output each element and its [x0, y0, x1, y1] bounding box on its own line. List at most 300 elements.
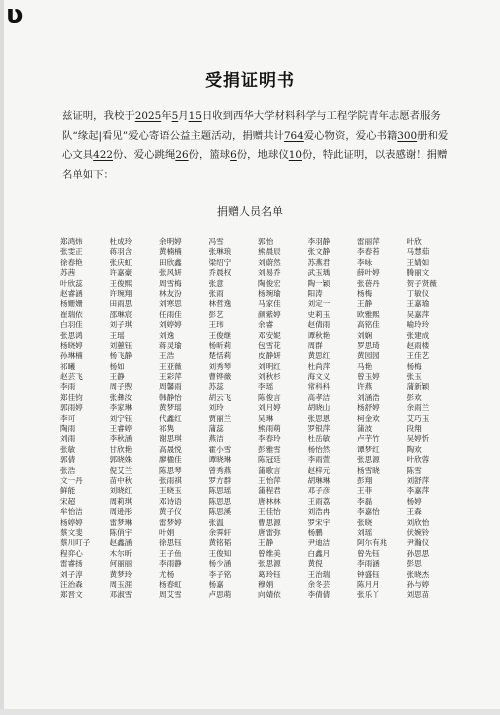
- donor-name: 崔瑞依: [60, 309, 83, 319]
- donor-name: 白羽佳: [60, 320, 83, 330]
- donor-name: 王嘉瑜: [406, 299, 430, 309]
- donor-name: 刘明红: [258, 361, 281, 371]
- donor-name: 叶娟: [159, 527, 175, 537]
- donor-name: 黄梦玲: [109, 569, 133, 579]
- donor-name: 王玮: [208, 320, 224, 330]
- donor-name: 张晓杰: [406, 569, 430, 579]
- donor-name: 杨昕莉: [208, 340, 232, 350]
- donor-name: 武玉瑀: [307, 268, 331, 278]
- donor-name: 楚恬莉: [208, 351, 232, 361]
- donor-name: 汪治森: [60, 579, 83, 589]
- donor-name: 刘舒萍: [406, 475, 430, 485]
- donor-name: 孙与婷: [406, 579, 430, 589]
- donor-name: 王婧如: [406, 257, 430, 267]
- donor-name: 李羽静: [307, 237, 331, 246]
- donor-name: 刘秀琴: [208, 361, 232, 371]
- donor-name: 李咏: [357, 257, 373, 267]
- donor-name: 刘定一: [307, 299, 331, 309]
- donor-name: 高晟悦: [159, 444, 182, 454]
- donor-name: 蒲程君: [258, 486, 281, 496]
- donor-name: 刘蔚然: [258, 257, 281, 267]
- donor-name: 孙琳楠: [60, 351, 83, 361]
- donor-name: 高铭佳: [357, 320, 380, 330]
- donor-name: 周子煦: [109, 382, 133, 392]
- donor-name: 郑佳钧: [60, 392, 83, 402]
- body-text-3: 月: [178, 110, 189, 122]
- donor-name: 海文义: [307, 372, 331, 382]
- donor-name: 薛叶婷: [357, 268, 380, 278]
- donor-name: 郭雨婷: [60, 403, 83, 413]
- donor-name: 叶欣: [406, 237, 422, 246]
- donor-name: 王晓玉: [159, 486, 182, 496]
- donor-name: 胡琳琳: [307, 475, 331, 485]
- donor-name: 许燕: [357, 382, 373, 392]
- donor-name: 张温: [208, 517, 224, 527]
- donor-name: 李雨静: [159, 559, 182, 569]
- donor-name: 杨琬瑜: [258, 288, 281, 298]
- donor-name: 曾维美: [258, 548, 281, 558]
- donor-name: 彭艺: [208, 309, 224, 319]
- donor-name: 邓子彦: [307, 486, 331, 496]
- donor-name: 李倩倩: [307, 590, 331, 600]
- donor-name: 孙思思: [406, 548, 430, 558]
- donor-name: 余雨兰: [406, 403, 430, 413]
- donor-name: 余睿: [258, 320, 274, 330]
- donor-name: 陈思琴: [159, 465, 182, 475]
- donor-name: 李瑶: [258, 382, 274, 392]
- donor-name: 郑晋文: [60, 590, 83, 600]
- donor-name: 卢思萌: [208, 590, 232, 600]
- donor-name: 苏茜: [60, 268, 76, 278]
- donor-name: 郭晓姝: [109, 455, 133, 465]
- donor-name: 王菲: [357, 486, 373, 496]
- donor-name: 任雨佳: [159, 309, 182, 319]
- donor-name: 吴婷忻: [406, 434, 430, 444]
- donor-name: 苗中秋: [109, 475, 133, 485]
- donor-name: 冯雪: [208, 237, 224, 246]
- donor-name: 张思源: [357, 455, 380, 465]
- donor-name: 陶雨: [60, 424, 76, 434]
- donor-name: 周馨雨: [159, 382, 182, 392]
- donor-name: 张雨祺: [159, 475, 182, 485]
- donor-name: 曾玉婷: [357, 372, 380, 382]
- donor-name: 史莉玉: [307, 309, 331, 319]
- donor-name: 王静: [109, 372, 125, 382]
- donor-name: 邵琳宸: [109, 309, 133, 319]
- donor-name: 李雨: [60, 382, 76, 392]
- body-text-9: 份，地球仪: [236, 149, 289, 161]
- donor-name: 王睿婷: [109, 424, 133, 434]
- donor-name: 叶欣蓉: [406, 455, 430, 465]
- donor-name: 余冬芸: [307, 579, 331, 589]
- donor-name: 乔晨权: [208, 268, 232, 278]
- donor-name: 陈思瑶: [208, 486, 232, 496]
- donor-name: 伏婉铃: [406, 527, 430, 537]
- donor-name: 柯金欢: [357, 413, 380, 423]
- donor-name: 曹思源: [258, 517, 281, 527]
- donor-name: 黄楠楠: [159, 247, 182, 257]
- donor-name: 尤杨: [159, 569, 175, 579]
- donor-name: 雷梦婷: [159, 517, 182, 527]
- donor-name: 张意: [208, 278, 224, 288]
- donor-name: 何丽丽: [109, 559, 133, 569]
- donor-name: 尹迪洁: [307, 538, 331, 548]
- donor-name: 蒲波: [357, 424, 373, 434]
- donor-name: 李雨萱: [307, 455, 331, 465]
- donor-name: 张蓓丹: [357, 278, 380, 288]
- donor-name: 蒲新颖: [406, 382, 430, 392]
- donor-name: 代鑫红: [159, 413, 182, 423]
- donor-name: 祁曦: [60, 361, 76, 371]
- donor-name: 刘娴: [357, 330, 373, 340]
- donor-name: 杨飞静: [109, 351, 133, 361]
- donor-name: 张风妍: [159, 268, 182, 278]
- donor-name: 陈俊言: [258, 392, 281, 402]
- donor-name: 刘子琪: [109, 320, 133, 330]
- donor-name: 杜尚萍: [307, 361, 331, 371]
- donor-name: 李磊: [357, 496, 373, 506]
- donor-name: 蔡文斐: [60, 527, 83, 537]
- donor-name: 胡云飞: [208, 392, 232, 402]
- donor-name: 张乐丫: [357, 590, 380, 600]
- donor-name: 王俊知: [208, 548, 232, 558]
- donor-name: 张文静: [307, 247, 331, 257]
- donor-name: 罗银萍: [307, 424, 331, 434]
- donor-name: 邓安妮: [258, 330, 281, 340]
- donor-name: 贾丽兰: [208, 413, 232, 423]
- donor-name: 张庆虹: [109, 257, 133, 267]
- donor-name: 赵梓元: [307, 465, 331, 475]
- donor-name: 祁隽: [159, 424, 175, 434]
- donor-name: 张建成: [406, 330, 430, 340]
- donor-name: 阿尔有兆: [357, 538, 388, 548]
- donor-name: 周雪梅: [159, 278, 182, 288]
- donor-name: 陶欢: [406, 444, 422, 454]
- donor-name: 王雨荔: [307, 496, 331, 506]
- body-basketballs: 6: [230, 149, 237, 161]
- donor-name: 高孝洁: [307, 392, 331, 402]
- donor-name: 杨姗姗: [60, 299, 83, 309]
- donor-name: 蒋羽含: [109, 247, 133, 257]
- donor-name: 黄思红: [307, 351, 331, 361]
- donor-name: 李可: [60, 413, 76, 423]
- donor-name: 刘寒思: [159, 299, 182, 309]
- donor-name: 葛玲钰: [258, 569, 281, 579]
- body-globes: 10: [288, 149, 302, 161]
- donor-name: 杨春虹: [159, 579, 182, 589]
- donor-name: 杨鹏: [307, 527, 323, 537]
- donor-name: 熊晨辰: [258, 247, 281, 257]
- donor-name: 木尔昕: [109, 548, 133, 558]
- donor-name: 陈冠廷: [258, 455, 281, 465]
- donor-name: 贺子贤薇: [406, 278, 437, 288]
- donor-name: 张琳琅: [208, 247, 232, 257]
- donor-name: 马家佳: [258, 299, 281, 309]
- donor-name: 彭翔: [357, 475, 373, 485]
- donor-name: 林哲逸: [208, 299, 232, 309]
- donor-name: 牟怡洁: [60, 507, 83, 517]
- donor-name: 徐春艳: [60, 257, 83, 267]
- donor-name: 杨嘉: [208, 579, 224, 589]
- donor-name: 皮静妍: [258, 351, 281, 361]
- donor-name: 艾巧玉: [406, 413, 430, 423]
- donor-name: 杨舒婷: [357, 403, 380, 413]
- donor-name: 郑鸿炜: [60, 237, 83, 246]
- donor-name: 梁绍宁: [208, 257, 232, 267]
- body-text-10: 份，特此证明，以表感谢！捐赠名单如下：: [62, 149, 448, 181]
- body-books: 300: [397, 129, 418, 142]
- donor-name: 王亚薇: [159, 361, 182, 371]
- donor-name: 蔡川叮子: [60, 538, 91, 548]
- donor-name: 邓诗语: [159, 496, 182, 506]
- donor-name: 邓淑雪: [109, 590, 133, 600]
- body-text-5: 爱心物资，爱心书籍: [303, 129, 398, 142]
- donor-name: 王森: [406, 507, 422, 517]
- donor-name: 黄铭韬: [208, 538, 232, 548]
- donor-name: 李子铭: [208, 569, 232, 579]
- donor-name: 李家琳: [109, 403, 133, 413]
- donor-name: 刘雨: [60, 434, 76, 444]
- donor-name: 张雨: [208, 288, 224, 298]
- donor-name: 陈思思: [208, 496, 232, 506]
- donor-name: 杨梅: [357, 288, 373, 298]
- donor-name: 杨如: [109, 361, 125, 371]
- donor-name: 苏燕君: [307, 257, 331, 267]
- donor-name: 杨梅: [406, 361, 422, 371]
- donor-name: 彭欢: [406, 392, 422, 402]
- donor-name: 宋超: [60, 496, 76, 506]
- donor-name: 赵鑫涵: [109, 538, 133, 548]
- donor-name: 余明婷: [159, 237, 182, 246]
- donor-name: 刘易乔: [258, 268, 281, 278]
- donor-name: 蒋灵瑜: [159, 340, 182, 350]
- body-text-8: 份，篮球: [188, 149, 231, 161]
- donor-name: 霍小雪: [208, 444, 232, 454]
- donor-name: 白鑫月: [307, 548, 331, 558]
- donor-name: 雷睿扬: [60, 559, 83, 569]
- body-day: 15: [188, 110, 202, 122]
- donor-name: 周逊彤: [109, 507, 133, 517]
- corner-handwritten-mark: ʋ: [6, 0, 24, 30]
- donor-name: 吴嘉萍: [406, 309, 430, 319]
- donor-name: 田欣鑫: [159, 257, 182, 267]
- donor-name: 彭思: [406, 559, 422, 569]
- certificate-body: [62, 107, 452, 185]
- body-text-6: 册和爱心文具: [62, 129, 449, 161]
- donor-name: 许琬翔: [109, 288, 133, 298]
- donor-name: 穆娟: [258, 579, 274, 589]
- donor-name: 阳涛: [307, 288, 323, 298]
- donor-name: 包雪花: [258, 340, 281, 350]
- donor-name: 尹瀚仪: [406, 538, 430, 548]
- donor-name: 程弈心: [60, 548, 83, 558]
- donor-name: 向婧依: [258, 590, 281, 600]
- donor-name: 马慧茹: [406, 247, 430, 257]
- donor-name: 陶俊宏: [258, 278, 281, 288]
- donor-name: 张思恩: [307, 413, 331, 423]
- donor-name: 甘欣艳: [109, 444, 133, 454]
- donor-name: 刘涵浩: [357, 392, 380, 402]
- donor-name: 刘浩冉: [307, 507, 331, 517]
- donor-name: 刘婷婷: [159, 320, 182, 330]
- donor-name: 廖楹佳: [159, 455, 182, 465]
- donor-name: 倪艾兰: [109, 465, 133, 475]
- donor-name: 林友汾: [159, 288, 182, 298]
- donor-name: 丁敏仪: [406, 288, 430, 298]
- donor-list-title: 捐赠人员名单: [217, 205, 283, 218]
- donor-name: 王俊继: [208, 330, 232, 340]
- donor-name: 彭雅雪: [258, 444, 281, 454]
- donor-name: 刘瑶: [357, 527, 373, 537]
- donor-name: 刘秋杉: [258, 372, 281, 382]
- donor-name: 王怡萍: [258, 475, 281, 485]
- donor-name: 周莉琪: [109, 496, 133, 506]
- donor-name: 刘宁钰: [109, 413, 133, 423]
- donor-name: 韩静怡: [159, 392, 182, 402]
- donor-name: 曹铧薇: [208, 372, 232, 382]
- donor-names-grid: [60, 237, 456, 657]
- body-ropes: 26: [175, 149, 189, 161]
- donor-name: 唐雷弥: [258, 527, 281, 537]
- donor-name: 谭秋艳: [307, 330, 331, 340]
- donor-name: 熊雨萌: [258, 424, 281, 434]
- donor-name: 颜紫婷: [258, 309, 281, 319]
- donor-name: 刘月婷: [258, 403, 281, 413]
- donor-name: 吴琳: [258, 413, 274, 423]
- donor-name: 曾秀燕: [208, 465, 232, 475]
- donor-name: 喻玲玲: [406, 320, 430, 330]
- donor-name: 刘子淳: [60, 569, 83, 579]
- donor-name: 刘玲: [208, 403, 224, 413]
- donor-name: 文一丹: [60, 475, 83, 485]
- donor-name: 张彝汝: [109, 392, 133, 402]
- donor-name: 郭怡: [258, 237, 274, 246]
- donor-name: 王俊熙: [109, 278, 133, 288]
- donor-name: 刘逸: [159, 330, 175, 340]
- donor-name: 王佳怡: [258, 507, 281, 517]
- donor-name: 李春苔: [357, 247, 380, 257]
- donor-name: 黄子仪: [159, 507, 182, 517]
- document-title: 受捐证明书: [205, 71, 295, 91]
- donor-name: 余霁轩: [208, 527, 232, 537]
- donor-name: 杨少涵: [208, 559, 232, 569]
- donor-name: 陈月月: [357, 579, 380, 589]
- donor-name: 黄园园: [357, 351, 380, 361]
- donor-name: 张思源: [258, 559, 281, 569]
- donor-name: 张浩: [60, 465, 76, 475]
- donor-name: 卢芋竹: [357, 434, 380, 444]
- donor-name: 杨婷婷: [60, 517, 83, 527]
- donor-name: 罗思琦: [357, 340, 380, 350]
- donor-name: 陈雪: [406, 465, 422, 475]
- donor-name: 曾先钰: [357, 548, 380, 558]
- donor-name: 欧雅熙: [357, 309, 380, 319]
- donor-name: 刘晓红: [109, 486, 133, 496]
- body-text-1: 兹证明，我校于: [62, 110, 135, 122]
- donor-name: 刘欣怡: [406, 517, 430, 527]
- donor-name: 王彩萍: [159, 372, 182, 382]
- donor-name: 蒲蕊: [208, 424, 224, 434]
- donor-name: 钟盛钰: [357, 569, 380, 579]
- donor-name: 陈思溪: [208, 507, 232, 517]
- donor-name: 杜成玲: [109, 237, 133, 246]
- donor-name: 谭梦红: [357, 444, 380, 454]
- donor-name: 张雯正: [60, 247, 83, 257]
- donor-name: 刘思苗: [406, 590, 430, 600]
- body-total: 764: [283, 129, 304, 142]
- donor-name: 罗宋宇: [307, 517, 331, 527]
- donor-name: 王静: [357, 299, 373, 309]
- donor-name: 黄倪: [307, 559, 323, 569]
- donor-name: 腾丽文: [406, 268, 430, 278]
- donor-name: 王子鱼: [159, 548, 182, 558]
- donor-name: 常科科: [307, 382, 331, 392]
- donor-name: 杨晓婷: [60, 340, 83, 350]
- donor-name: 陶一颖: [307, 278, 331, 288]
- donor-name: 张玉: [406, 372, 422, 382]
- donor-name: 赵睿涵: [60, 288, 83, 298]
- donor-name: 杨婷: [406, 496, 422, 506]
- donor-name: 雷丽萍: [357, 237, 380, 246]
- donor-name: 陈俏宇: [109, 527, 133, 537]
- donor-name: 杜岳敏: [307, 434, 331, 444]
- donor-name: 唐林林: [258, 496, 281, 506]
- donor-name: 段翔: [406, 424, 422, 434]
- donor-name: 田雨思: [109, 299, 133, 309]
- donor-name: 李雨涵: [357, 559, 380, 569]
- donor-name: 张敏: [60, 444, 76, 454]
- donor-name: 蒲歌言: [258, 465, 281, 475]
- body-text-2: 年: [161, 110, 172, 122]
- donor-name: 杨雪晓: [357, 465, 380, 475]
- donor-name: 周艾雪: [159, 590, 182, 600]
- donor-name: 周玉涯: [109, 579, 133, 589]
- scan-edge-left: [0, 0, 4, 715]
- donor-name: 马艳: [357, 361, 373, 371]
- scan-edge-bottom: [0, 709, 500, 715]
- donor-name: 许嘉豪: [109, 268, 133, 278]
- donor-name: 杨怡然: [307, 444, 331, 454]
- donor-name: 李秋涵: [109, 434, 133, 444]
- donor-name: 周群: [307, 340, 323, 350]
- donor-name: 赵倩雨: [307, 320, 331, 330]
- donor-name: 张思鸿: [60, 330, 83, 340]
- donor-name: 王瑶: [109, 330, 125, 340]
- donor-name: 赵芸飞: [60, 372, 83, 382]
- donor-name: 谢思琪: [159, 434, 182, 444]
- donor-name: 刘蕙钰: [109, 340, 133, 350]
- donor-name: 鲜能: [60, 486, 76, 496]
- donor-name: 赵雨楼: [406, 340, 430, 350]
- donor-name: 苏蕊: [208, 382, 224, 392]
- donor-name: 雷梦琳: [109, 517, 133, 527]
- donor-name: 李嘉怡: [357, 507, 380, 517]
- donor-name: 王佳艺: [406, 351, 430, 361]
- body-stationery: 422: [93, 149, 114, 161]
- donor-name: 黄梦瑶: [159, 403, 182, 413]
- donor-name: 胡晓山: [307, 403, 331, 413]
- donor-name: 叶欣蕊: [60, 278, 83, 288]
- donor-name: 谭晓琳: [208, 455, 232, 465]
- donor-name: 王治瑞: [307, 569, 331, 579]
- donor-name: 王静: [258, 538, 274, 548]
- donor-name: 罗方群: [208, 475, 232, 485]
- body-year: 2025: [134, 110, 162, 122]
- donor-name: 郭倩: [60, 455, 76, 465]
- donor-name: 张晓: [357, 517, 373, 527]
- donor-name: 徐思钰: [159, 538, 182, 548]
- body-text-7: 份、爱心跳绳: [113, 149, 176, 161]
